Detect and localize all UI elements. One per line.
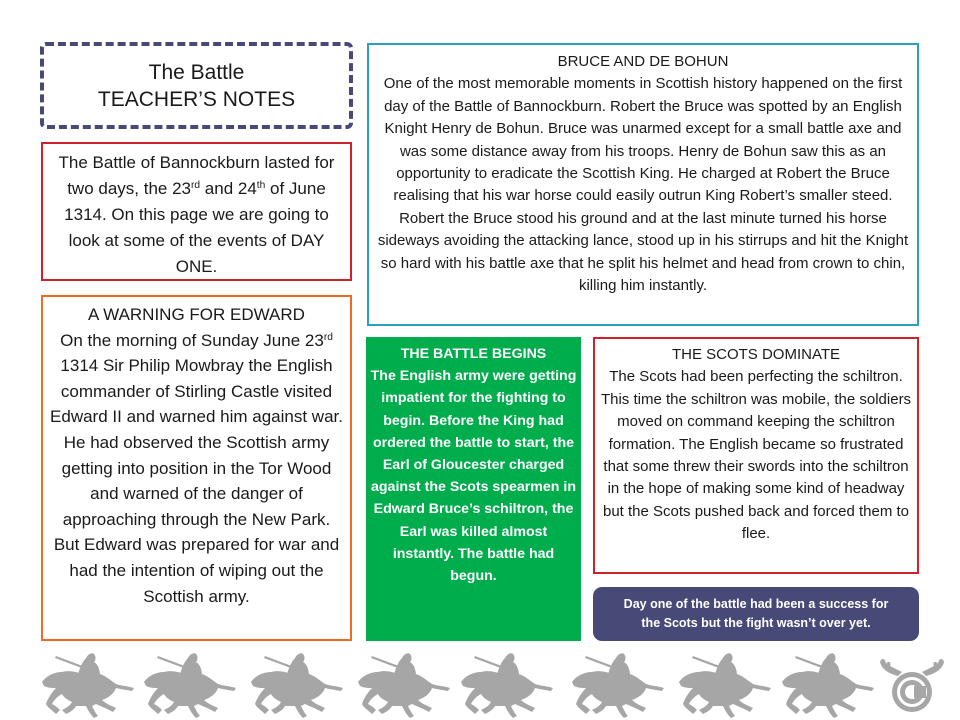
battle-begins-box [366,337,581,641]
warning-box [41,295,352,641]
horse-rider-icon [352,650,452,718]
scots-dominate-text: The Scots had been perfecting the schiltron. This time the schiltron was mobile, the soldiers moved on command keeping the schiltron formation. The English became so frustrated that some threw their swords into the schiltron in the hope of making some kind of headway but the Scots pushed back and forced them to flee. [600,368,912,543]
horse-rider-icon [776,650,876,718]
warning-text: 1314 Sir Philip Mowbray the English commander of Stirling Castle visited Edward II and warned him against war. He had observed the Scottish army getting into position in the Tor Wood and warned of the danger of approaching through the New Park. But Edward was prepared for war and had the intention of wiping out the Scottish army. [50,356,343,606]
bohun-heading: BRUCE AND DE BOHUN [557,53,729,70]
intro-box [41,142,352,281]
horse-rider-icon [566,650,666,718]
horse-rider-icon [36,650,136,718]
scots-dominate-box [593,337,919,574]
warning-heading: A WARNING FOR EDWARD [88,305,305,324]
moose-copyright-icon [876,652,948,714]
ordinal-suffix: th [256,179,266,191]
intro-text: of June 1314. On this page we are going to look at some of the events of DAY ONE. [64,179,329,276]
battle-begins-heading: THE BATTLE BEGINS [400,346,547,362]
title-box [40,42,353,129]
intro-text: and 24 [200,179,257,198]
scots-dominate-heading: THE SCOTS DOMINATE [671,346,841,363]
bohun-text: One of the most memorable moments in Scottish history happened on the first day of the Battle of Bannockburn. Robert the Bruce was spotted by an English Knight Henry de Bohun. Bruce was unarmed except for a small battle axe and was some distance away from his troops. Henry de Bohun saw this as an opportunity to eradicate the Scottish King. He charged at Robert the Bruce realising that his war horse could easily outrun King Robert’s smaller steed. Robert the Bruce stood his ground and at the last minute turned his horse sideways avoiding the attacking lance, stood up in his stirrups and hit the Knight so hard with his battle axe that he split his helmet and head from crown to chin, killing him instantly. [377,75,909,295]
summary-line-1: Day one of the battle had been a success for [623,597,889,611]
ordinal-suffix: rd [323,331,333,343]
ordinal-suffix: rd [191,179,201,191]
warning-text: On the morning of Sunday June 23 [60,330,324,350]
battle-begins-text: The English army were getting impatient for the fighting to begin. Before the King had ordered the battle to start, the Earl of Gloucester charged against the Scots spearmen in Edward Bruce’s schiltron, the Earl was killed almost instantly. The battle had begun. [370,368,577,585]
title-line-1: The Battle [148,60,245,84]
horse-border [0,646,960,720]
horse-rider-icon [673,650,773,718]
intro-text: The Battle of Bannockburn lasted for two days, the 23 [58,153,335,198]
bohun-box [367,43,919,326]
horse-rider-icon [138,650,238,718]
title-line-2: TEACHER’S NOTES [97,87,296,111]
summary-box [593,587,919,641]
summary-line-2: the Scots but the fight wasn’t over yet. [641,616,871,630]
horse-rider-icon [245,650,345,718]
horse-rider-icon [455,650,555,718]
